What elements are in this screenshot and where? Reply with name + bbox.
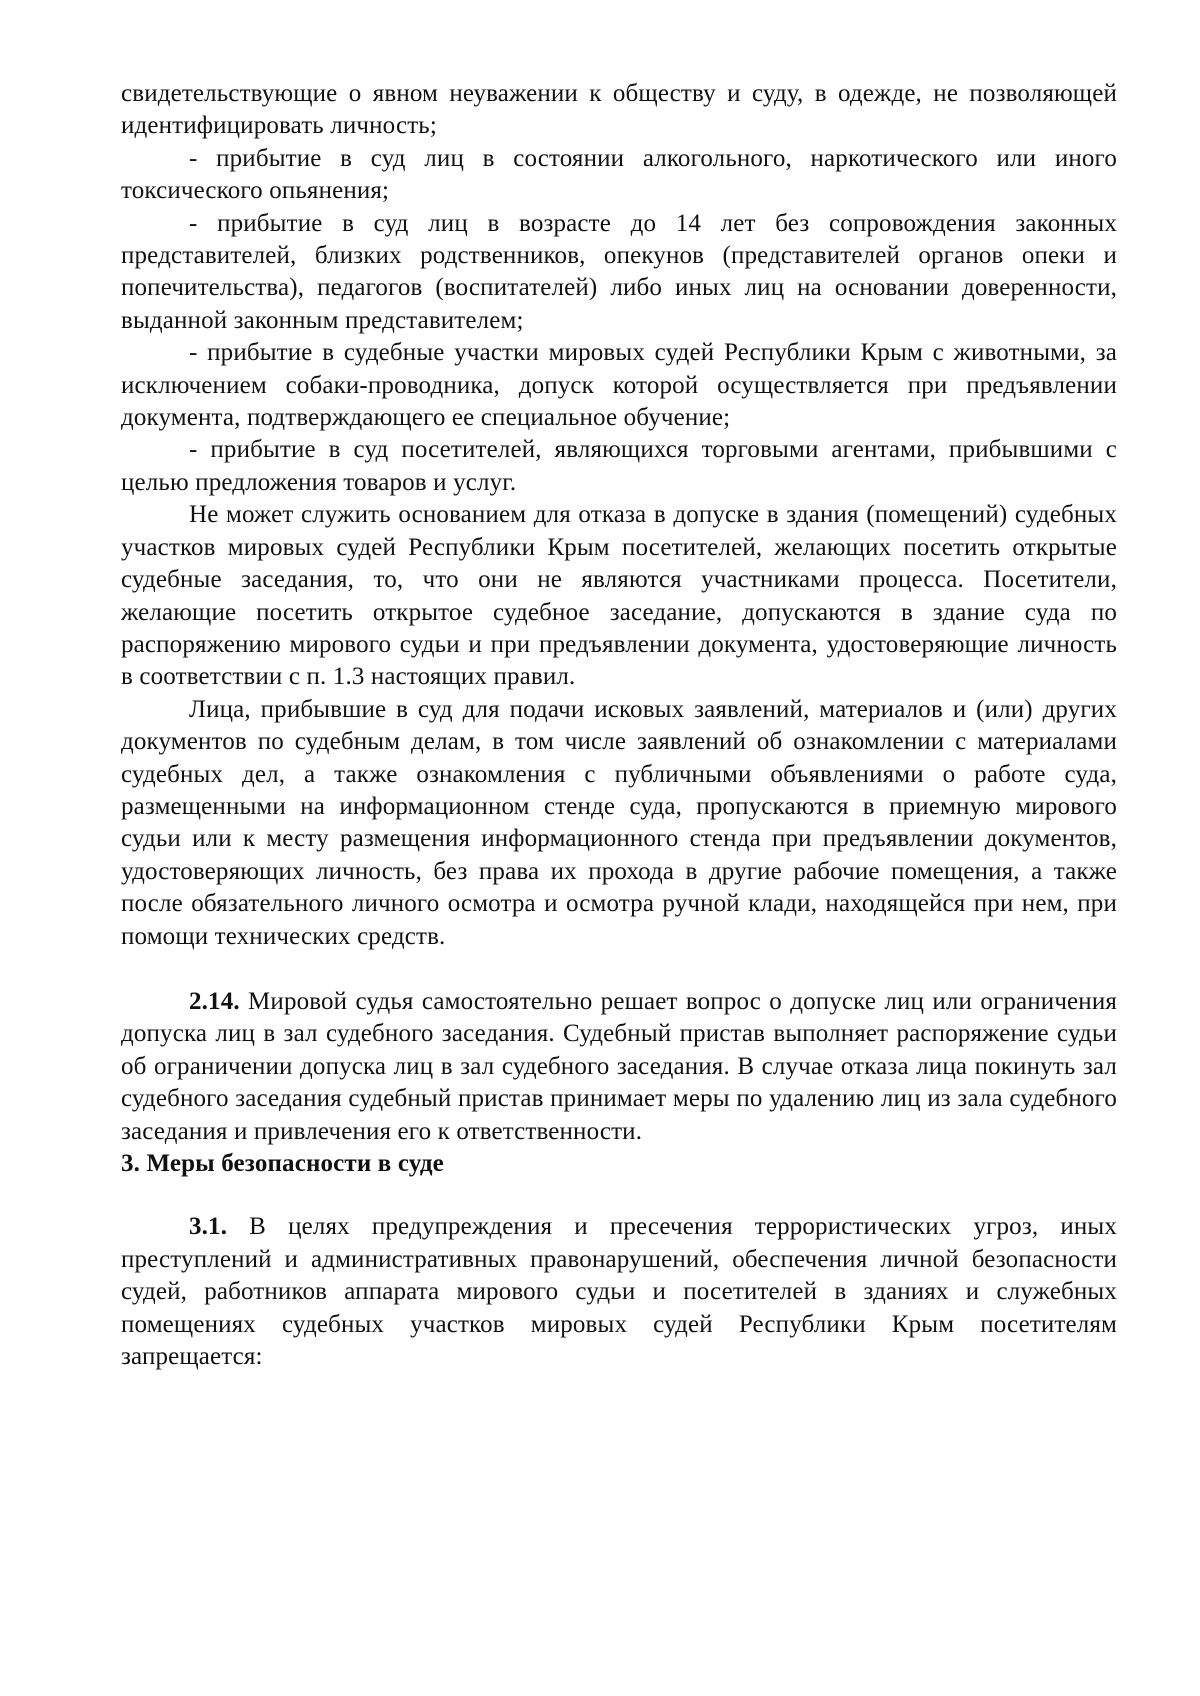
paragraph-open-hearings: Не может служить основанием для отказа в допуске в здания (помещений) судебных участков мировых судей Республики Крым посетителей, желающих посетить открытые судебные заседания, то, что они не являются участниками процесса. Посетители, желающие посетить открытое судебное заседание, допускаются в здание суда по распоряжению мирового судьи и при предъявлении документа, удостоверяющие личность в соответствии с п. 1.3 настоящих правил. <box>121 501 1117 691</box>
document-body <box>121 78 1117 1373</box>
paragraph-document-submission: Лица, прибывшие в суд для подачи исковых заявлений, материалов и (или) других документов по судебным делам, в том числе заявлений об ознакомлении с материалами судебных дел, а также ознакомления с публичными объявлениями о работе суда, размещенными на информационном стенде суда, пропускаются в приемную мирового судьи или к месту размещения информационного стенда при предъявлении документов, удостоверяющих личность, без права их прохода в другие рабочие помещения, а также после обязательного личного осмотра и осмотра ручной клади, находящейся при нем, при помощи технических средств. <box>121 695 1117 950</box>
paragraph-continuation: свидетельствующие о явном неуважении к обществу и суду, в одежде, не позволяющей идентифицировать личность; <box>121 80 1117 140</box>
clause-3-1 <box>121 1211 1117 1373</box>
list-item-intoxication: - прибытие в суд лиц в состоянии алкогольного, наркотического или иного токсического опьянения; <box>121 144 1117 205</box>
clause-2-14-text: Мировой судья самостоятельно решает вопрос о допуске лиц или ограничения допуска лиц в зал судебного заседания. Судебный пристав выполняет распоряжение судьи об ограничении допуска лиц в зал судебного заседания. В случае отказа лица покинуть зал судебного заседания судебный пристав принимает меры по удалению лиц из зала судебного заседания и привлечения его к ответственности. <box>121 987 1117 1145</box>
clause-2-14-number: 2.14. <box>189 987 240 1015</box>
list-item-minors: - прибытие в суд лиц в возрасте до 14 лет без сопровождения законных представителей, близких родственников, опекунов (представителей органов опеки и попечительства), педагогов (воспитателей) либо иных лиц на основании доверенности, выданной законным представителем; <box>121 209 1117 334</box>
list-item-sales-agents: - прибытие в суд посетителей, являющихся торговыми агентами, прибывшими с целью предложения товаров и услуг. <box>121 436 1117 496</box>
clause-3-1-number: 3.1. <box>189 1213 228 1241</box>
clause-2-14 <box>121 986 1117 1148</box>
clause-3-1-text: В целях предупреждения и пресечения террористических угроз, иных преступлений и административных правонарушений, обеспечения личной безопасности судей, работников аппарата мирового судьи и посетителей в зданиях и служебных помещениях судебных участков мировых судей Республики Крым посетителям запрещается: <box>121 1213 1117 1371</box>
list-item-animals: - прибытие в судебные участки мировых судей Республики Крым с животными, за исключением собаки-проводника, допуск которой осуществляется при предъявлении документа, подтверждающего ее специальное обучение; <box>121 339 1117 432</box>
section-title: 3. Меры безопасности в суде <box>121 1150 444 1177</box>
